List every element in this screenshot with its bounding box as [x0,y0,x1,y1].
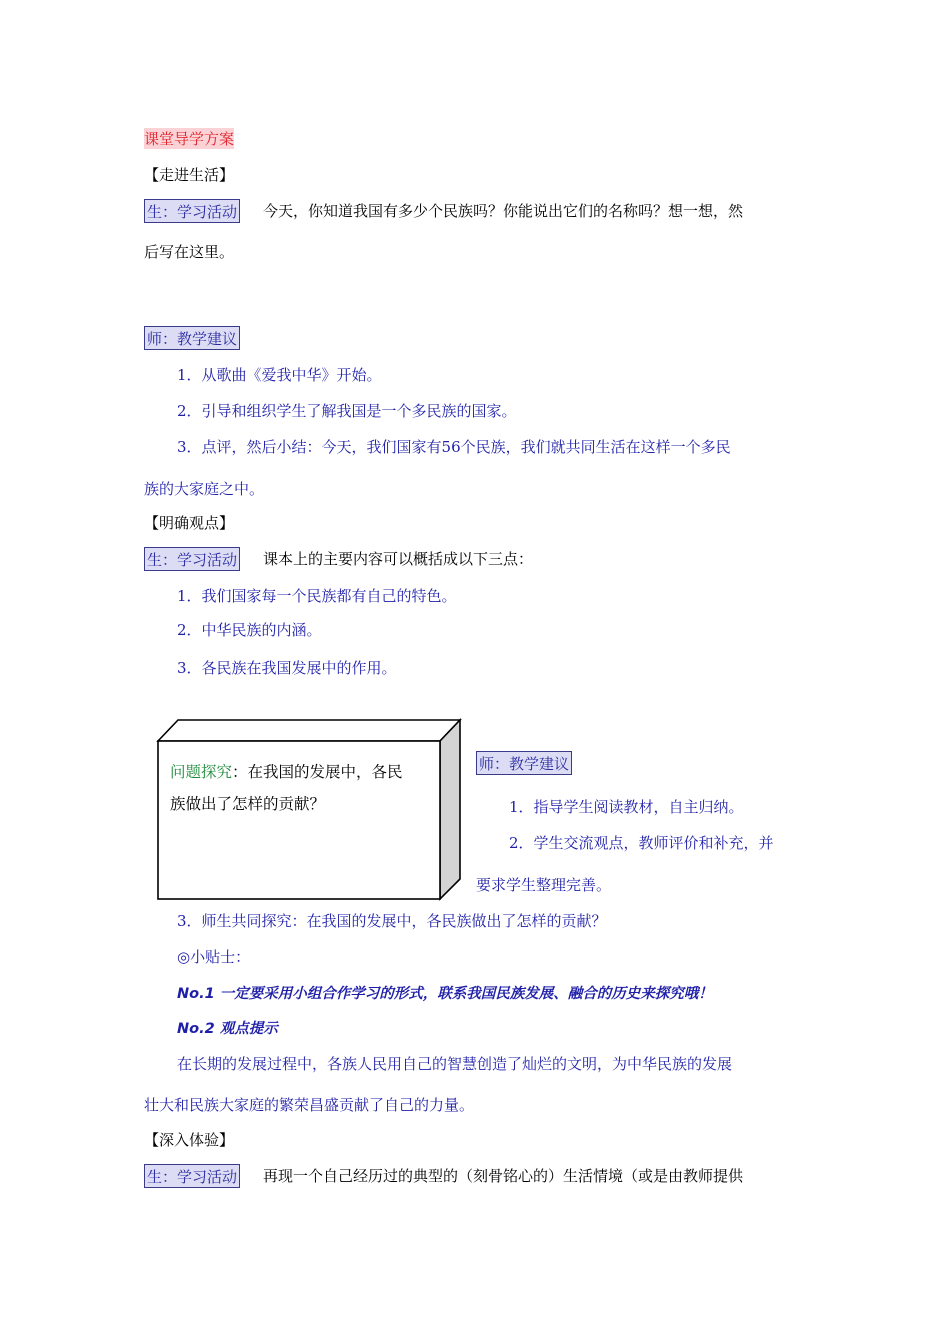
student-activity-tag: 生：学习活动 [144,199,240,223]
paragraph-line: 再现一个自己经历过的典型的（刻骨铭心的）生活情境（或是由教师提供 [263,1167,744,1185]
tip-no1: No.1 一定要采用小组合作学习的形式，联系我国民族发展、融合的历史来探究哦！ [177,986,713,1002]
list-item: 2．引导和组织学生了解我国是一个多民族的国家。 [177,402,517,420]
list-item: 1．我们国家每一个民族都有自己的特色。 [177,587,457,605]
teacher-suggestion-tag: 师：教学建议 [144,326,240,350]
paragraph-line: 课本上的主要内容可以概括成以下三点： [263,550,534,568]
list-item: 1．从歌曲《爱我中华》开始。 [177,366,382,384]
tip-paragraph: 壮大和民族大家庭的繁荣昌盛贡献了自己的力量。 [144,1096,475,1114]
list-item: 1．指导学生阅读教材，自主归纳。 [509,798,744,816]
tip-paragraph: 在长期的发展过程中，各族人民用自己的智慧创造了灿烂的文明，为中华民族的发展 [177,1055,733,1073]
list-item: 2．学生交流观点，教师评价和补充，并 [509,834,774,852]
inquiry-question-line1 [170,760,403,782]
inquiry-label: 问题探究 [170,763,233,781]
page-title: 课堂导学方案 [144,130,235,148]
paragraph-line: 后写在这里。 [144,243,235,261]
student-activity-tag: 生：学习活动 [144,1164,240,1188]
inquiry-question-line2: 族做出了怎样的贡献？ [170,795,326,813]
box-side-face [440,720,460,899]
list-item: 3．师生共同探究：在我国的发展中，各民族做出了怎样的贡献？ [177,912,607,930]
tip-no2: No.2 观点提示 [177,1021,278,1037]
teacher-suggestion-tag: 师：教学建议 [476,751,572,775]
list-item: 要求学生整理完善。 [476,876,612,894]
list-item: 3．点评，然后小结：今天，我们国家有56个民族，我们就共同生活在这样一个多民 [177,438,731,456]
box-top-face [158,720,460,741]
list-item: 2．中华民族的内涵。 [177,621,322,639]
student-activity-tag: 生：学习活动 [144,547,240,571]
list-item: 3．各民族在我国发展中的作用。 [177,659,397,677]
section-heading-life: 【走进生活】 [144,166,235,184]
section-heading-experience: 【深入体验】 [144,1131,235,1149]
tips-heading: ◎小贴士： [177,948,251,966]
paragraph-line: 今天，你知道我国有多少个民族吗？你能说出它们的名称吗？想一想，然 [263,202,744,220]
section-heading-viewpoint: 【明确观点】 [144,514,235,532]
list-item: 族的大家庭之中。 [144,480,265,498]
inquiry-text: ：在我国的发展中，各民 [232,763,403,781]
